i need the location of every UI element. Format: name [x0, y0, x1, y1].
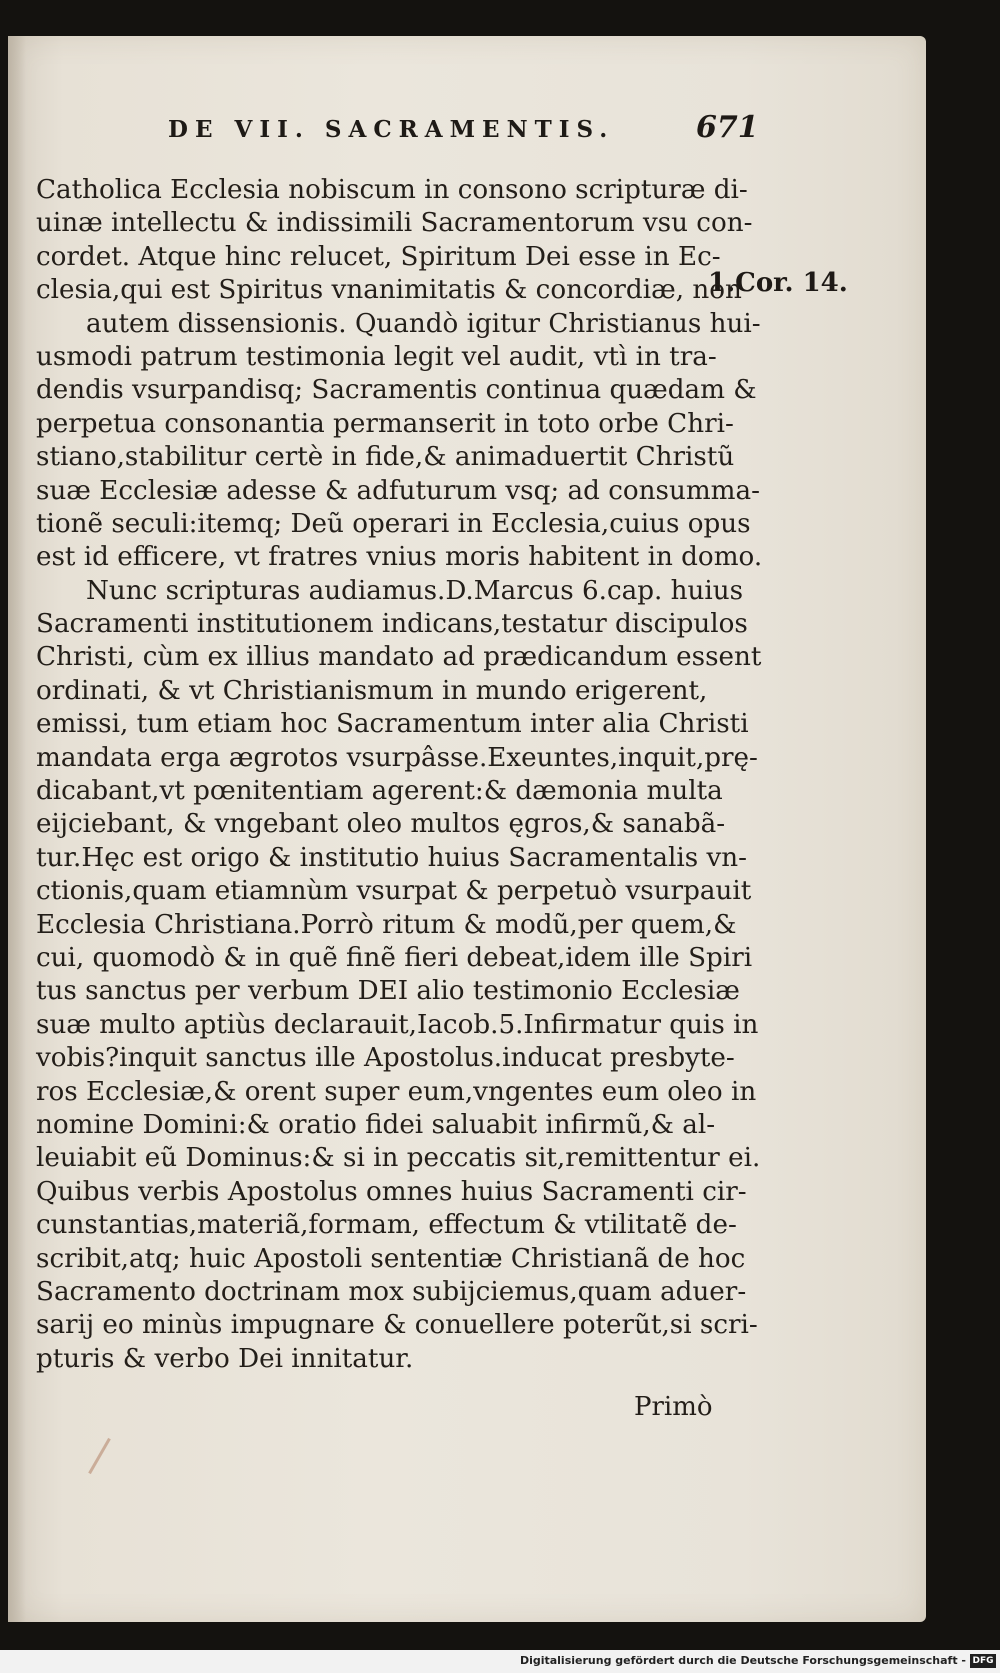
- text-line: nomine Domini:& oratio fidei saluabit infirmũ,& al-: [36, 1109, 716, 1140]
- funding-credit: Digitalisierung gefördert durch die Deutsche Forschungsgemeinschaft -: [519, 1654, 966, 1667]
- text-line: Nunc scripturas audiamus.D.Marcus 6.cap. huius: [86, 575, 744, 606]
- text-line: stiano,stabilitur certè in fide,& animaduertit Christũ: [36, 442, 735, 473]
- text-line: eijciebant, & vngebant oleo multos ęgros,& sanabã-: [36, 809, 726, 840]
- text-line: scribit,atq; huic Apostoli sententiæ Christianã de hoc: [36, 1243, 746, 1274]
- text-line: emissi, tum etiam hoc Sacramentum inter alia Christi: [36, 709, 749, 740]
- text-line: Sacramento doctrinam mox subijciemus,quam aduer-: [36, 1276, 747, 1307]
- text-line: pturis & verbo Dei innitatur.: [36, 1343, 414, 1374]
- text-line: tur.Hęc est origo & institutio huius Sacramentalis vn-: [36, 842, 748, 873]
- text-line: vobis?inquit sanctus ille Apostolus.inducat presbyte-: [36, 1043, 735, 1074]
- text-line: perpetua consonantia permanserit in toto orbe Chri-: [36, 408, 734, 439]
- text-line: ordinati, & vt Christianismum in mundo erigerent,: [36, 675, 708, 706]
- text-line: sarij eo minùs impugnare & conuellere poterũt,si scri-: [36, 1310, 758, 1341]
- text-line: suæ Ecclesiæ adesse & adfuturum vsq; ad consumma-: [36, 475, 760, 506]
- text-line: cordet. Atque hinc relucet, Spiritum Dei esse in Ec-: [36, 241, 721, 272]
- text-line: dicabant,vt pœnitentiam agerent:& dæmonia multa: [36, 776, 723, 807]
- text-line: dendis vsurpandisq; Sacramentis continua quædam &: [36, 375, 757, 406]
- page-gutter-shadow: [8, 36, 26, 1622]
- marginal-reference: 1.Cor. 14.: [708, 268, 848, 298]
- ink-mark: [88, 1438, 111, 1474]
- text-line: Sacramenti institutionem indicans,testatur discipulos: [36, 609, 748, 640]
- text-line: leuiabit eũ Dominus:& si in peccatis sit,remittentur ei.: [36, 1143, 761, 1174]
- page-number: 671: [696, 110, 759, 145]
- text-line: tus sanctus per verbum DEI alio testimonio Ecclesiæ: [36, 976, 740, 1007]
- digitization-footer: [0, 1650, 1000, 1673]
- book-page: [8, 36, 926, 1622]
- text-line: cunstantias,materiã,formam, effectum & vtilitatẽ de-: [36, 1210, 737, 1241]
- text-line: ctionis,quam etiamnùm vsurpat & perpetuò vsurpauit: [36, 876, 752, 907]
- text-line: Catholica Ecclesia nobiscum in consono scripturæ di-: [36, 175, 748, 205]
- text-line: uinæ intellectu & indissimili Sacramentorum vsu con-: [36, 208, 753, 239]
- text-line: usmodi patrum testimonia legit vel audit, vtì in tra-: [36, 341, 717, 372]
- text-line: tionẽ seculi:itemq; Deũ operari in Ecclesia,cuius opus: [36, 508, 751, 539]
- text-line: Christi, cùm ex illius mandato ad prædicandum essent: [36, 642, 762, 673]
- text-line: est id efficere, vt fratres vnius moris habitent in domo.: [36, 542, 763, 573]
- text-line: Ecclesia Christiana.Porrò ritum & modũ,per quem,&: [36, 909, 737, 940]
- catchword: Primò: [634, 1392, 713, 1422]
- text-line: clesia,qui est Spiritus vnanimitatis & concordiæ, non: [36, 275, 742, 306]
- text-line: suæ multo aptiùs declarauit,Iacob.5.Infirmatur quis in: [36, 1009, 759, 1040]
- text-line: cui, quomodò & in quẽ finẽ fieri debeat,idem ille Spiri: [36, 942, 753, 973]
- dfg-logo: DFG: [970, 1654, 996, 1668]
- running-head: DE VII. SACRAMENTIS.: [168, 116, 615, 143]
- text-line: Quibus verbis Apostolus omnes huius Sacramenti cir-: [36, 1176, 747, 1207]
- text-line: mandata erga ægrotos vsurpâsse.Exeuntes,inquit,prę-: [36, 742, 758, 773]
- text-line: autem dissensionis. Quandò igitur Christianus hui-: [86, 308, 761, 339]
- body-text: [36, 174, 763, 1376]
- page-header: [8, 110, 926, 156]
- text-line: ros Ecclesiæ,& orent super eum,vngentes eum oleo in: [36, 1076, 757, 1107]
